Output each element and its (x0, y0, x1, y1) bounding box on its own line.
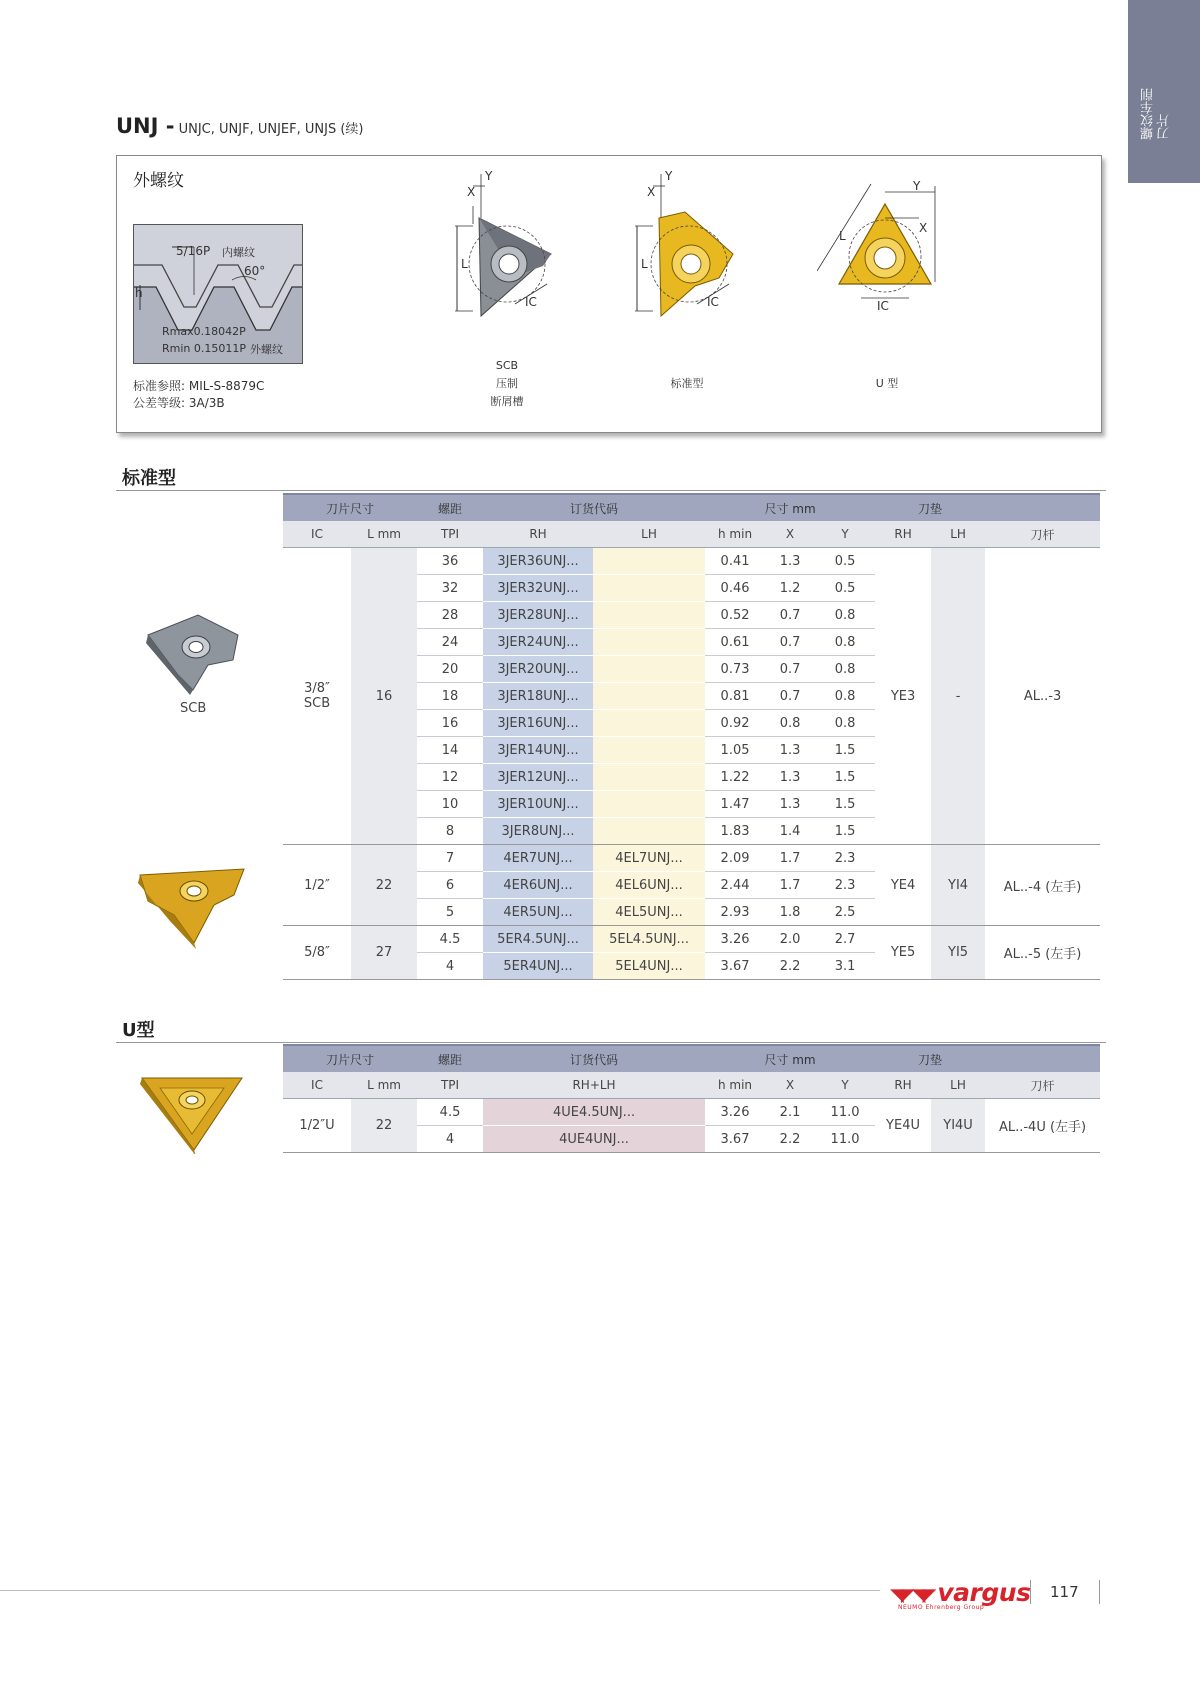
cell-shim-lh: YI5 (931, 926, 985, 980)
section-standard-rule (116, 490, 1106, 491)
cell-ic (283, 926, 351, 980)
brand-sub: NEUMO Ehrenberg Group (898, 1604, 985, 1611)
col-header-x: X (765, 521, 815, 548)
cell-order-lh (593, 710, 705, 737)
rmax-label: Rmax0.18042P (162, 325, 246, 338)
table-row (283, 548, 1100, 575)
cell-y: 0.8 (815, 683, 875, 710)
intro-heading: 外螺纹 (133, 171, 184, 191)
scb-insert-image (138, 605, 248, 700)
page-title-sub: UNJC, UNJF, UNJEF, UNJS (续) (178, 122, 364, 137)
u-column-header-row (283, 1072, 1100, 1099)
cell-order-rh: 4ER5UNJ... (483, 899, 593, 926)
cell-hmin: 0.61 (705, 629, 765, 656)
cell-y: 1.5 (815, 791, 875, 818)
col-header-rh: RH (483, 521, 593, 548)
cell-order-lh (593, 575, 705, 602)
cell-l: 27 (351, 926, 417, 980)
thread-profile-svg (134, 225, 302, 363)
cell-tpi: 12 (417, 764, 483, 791)
thread-profile-diagram (133, 224, 303, 364)
cell-hmin: 0.52 (705, 602, 765, 629)
rmin-label: Rmin 0.15011P (162, 342, 247, 355)
u-caption-line1: U 型 (875, 377, 899, 390)
u-col-header-tpi: TPI (417, 1072, 483, 1099)
brand-name: vargus (937, 1578, 1031, 1607)
col-header-tpi: TPI (417, 521, 483, 548)
cell-shim-rh: YE5 (875, 926, 931, 980)
u-group-header-insert-size: 刀片尺寸 (283, 1045, 417, 1072)
cell-x: 1.3 (765, 764, 815, 791)
brand-mark-icon: ◥◤◥◤ (890, 1585, 934, 1606)
standard-l-label: L (641, 257, 648, 271)
cell-y: 1.5 (815, 737, 875, 764)
cell-order-lh (593, 656, 705, 683)
u-group-header-blank (985, 1045, 1100, 1072)
cell-hmin: 1.22 (705, 764, 765, 791)
standard-column-header-row (283, 521, 1100, 548)
cell-tpi: 18 (417, 683, 483, 710)
cell-x: 1.2 (765, 575, 815, 602)
cell-y: 0.8 (815, 656, 875, 683)
cell-order-lh: 4EL5UNJ... (593, 899, 705, 926)
cell-order-lh (593, 683, 705, 710)
angle-label: 60° (244, 264, 266, 278)
cell-y: 2.5 (815, 899, 875, 926)
cell-order-rh: 3JER36UNJ... (483, 548, 593, 575)
cell-order-lh: 4EL7UNJ... (593, 845, 705, 872)
u-col-header-rhlh: RH+LH (483, 1072, 705, 1099)
col-header-holder: 刀杆 (985, 521, 1100, 548)
col-header-y: Y (815, 521, 875, 548)
cell-order-rh: 3JER20UNJ... (483, 656, 593, 683)
standard-insert-diagram (635, 166, 775, 336)
cell-tpi: 36 (417, 548, 483, 575)
u-caption (852, 375, 922, 393)
cell-x: 1.3 (765, 791, 815, 818)
section-u-rule (116, 1042, 1106, 1043)
cell-order-lh (593, 548, 705, 575)
cell-x: 2.2 (765, 1126, 815, 1153)
cell-holder: AL..-3 (985, 548, 1100, 845)
cell-tpi: 4 (417, 1126, 483, 1153)
cell-tpi: 10 (417, 791, 483, 818)
cell-x: 0.7 (765, 683, 815, 710)
cell-tpi: 8 (417, 818, 483, 845)
scb-y-label: Y (485, 169, 493, 183)
cell-l: 22 (351, 845, 417, 926)
internal-thread-label: 内螺纹 (222, 246, 255, 259)
cell-x: 2.0 (765, 926, 815, 953)
u-spec-table (283, 1044, 1100, 1153)
scb-caption-line2: 压制 (496, 377, 518, 390)
u-group-header-order-code: 订货代码 (483, 1045, 705, 1072)
cell-y: 2.7 (815, 926, 875, 953)
cell-order-rhlh: 4UE4UNJ... (483, 1126, 705, 1153)
cell-x: 1.8 (765, 899, 815, 926)
cell-order-rhlh: 4UE4.5UNJ... (483, 1099, 705, 1126)
cell-tpi: 24 (417, 629, 483, 656)
cell-tpi: 20 (417, 656, 483, 683)
scb-caption (477, 357, 537, 411)
standard-table-body (283, 548, 1100, 980)
cell-shim-rh: YE4 (875, 845, 931, 926)
col-header-ic: IC (283, 521, 351, 548)
standard-y-label: Y (665, 169, 673, 183)
u-col-header-shim-lh: LH (931, 1072, 985, 1099)
side-tab-text (1141, 70, 1187, 140)
u-group-header-row (283, 1045, 1100, 1072)
cell-ic-line2: SCB (303, 696, 331, 711)
footer-rule (0, 1590, 880, 1591)
standard-caption (652, 375, 722, 393)
u-insert-image (138, 1064, 248, 1154)
cell-holder: AL..-4 (左手) (985, 845, 1100, 926)
standard-text: 标准参照: MIL-S-8879C (133, 379, 265, 393)
cell-x: 2.2 (765, 953, 815, 980)
cell-order-lh: 4EL6UNJ... (593, 872, 705, 899)
cell-x: 0.7 (765, 656, 815, 683)
scb-l-label: L (461, 257, 468, 271)
scb-caption-line1: SCB (495, 359, 519, 372)
cell-ic: 1/2″U (283, 1099, 351, 1153)
u-x-label: X (919, 221, 928, 235)
cell-x: 1.7 (765, 845, 815, 872)
cell-hmin: 2.09 (705, 845, 765, 872)
u-ic-label: IC (877, 299, 889, 313)
u-group-header-shim: 刀垫 (875, 1045, 985, 1072)
cell-order-rh: 3JER14UNJ... (483, 737, 593, 764)
cell-ic (283, 548, 351, 845)
cell-y: 0.8 (815, 602, 875, 629)
cell-shim-rh: YE3 (875, 548, 931, 845)
section-u-heading: U型 (122, 1020, 155, 1041)
cell-shim-rh: YE4U (875, 1099, 931, 1153)
cell-x: 0.7 (765, 629, 815, 656)
u-col-header-ic: IC (283, 1072, 351, 1099)
page-title-main: UNJ - (116, 114, 175, 138)
u-group-header-pitch: 螺距 (417, 1045, 483, 1072)
cell-order-lh: 5EL4UNJ... (593, 953, 705, 980)
table-row (283, 1099, 1100, 1126)
standard-reference (133, 378, 264, 412)
pitch-label: 5/16P (176, 244, 211, 258)
u-l-label: L (839, 229, 846, 243)
u-group-header-dimensions: 尺寸 mm (705, 1045, 875, 1072)
cell-shim-lh: YI4U (931, 1099, 985, 1153)
cell-hmin: 1.05 (705, 737, 765, 764)
cell-order-rh: 3JER18UNJ... (483, 683, 593, 710)
group-header-shim: 刀垫 (875, 494, 985, 521)
cell-hmin: 0.73 (705, 656, 765, 683)
cell-l: 22 (351, 1099, 417, 1153)
cell-shim-lh: - (931, 548, 985, 845)
table-row (283, 926, 1100, 953)
cell-y: 3.1 (815, 953, 875, 980)
cell-x: 1.3 (765, 737, 815, 764)
cell-y: 0.5 (815, 575, 875, 602)
col-header-shim-rh: RH (875, 521, 931, 548)
scb-insert-caption: SCB (180, 701, 207, 716)
u-col-header-shim-rh: RH (875, 1072, 931, 1099)
cell-y: 1.5 (815, 764, 875, 791)
cell-ic-line1: 1/2″ (304, 877, 330, 893)
cell-y: 0.8 (815, 629, 875, 656)
cell-y: 1.5 (815, 818, 875, 845)
cell-hmin: 3.67 (705, 1126, 765, 1153)
brand-logo (890, 1578, 1030, 1607)
standard-ic-label: IC (707, 295, 719, 309)
standard-spec-table (283, 493, 1100, 980)
scb-ic-label: IC (525, 295, 537, 309)
cell-y: 2.3 (815, 872, 875, 899)
cell-tpi: 32 (417, 575, 483, 602)
cell-order-rh: 4ER7UNJ... (483, 845, 593, 872)
standard-x-label: X (647, 185, 656, 199)
cell-ic (283, 845, 351, 926)
standard-group-header-row (283, 494, 1100, 521)
col-header-shim-lh: LH (931, 521, 985, 548)
cell-order-rh: 3JER32UNJ... (483, 575, 593, 602)
u-col-header-holder: 刀杆 (985, 1072, 1100, 1099)
cell-hmin: 2.93 (705, 899, 765, 926)
cell-x: 1.7 (765, 872, 815, 899)
side-tab-line2: 刀片 (1157, 114, 1172, 140)
cell-order-lh (593, 818, 705, 845)
tolerance-text: 公差等级: 3A/3B (133, 396, 225, 410)
page-number: 117 (1050, 1583, 1079, 1601)
cell-y: 2.3 (815, 845, 875, 872)
cell-order-rh: 5ER4.5UNJ... (483, 926, 593, 953)
table-row (283, 845, 1100, 872)
u-col-header-x: X (765, 1072, 815, 1099)
cell-hmin: 3.26 (705, 926, 765, 953)
cell-hmin: 2.44 (705, 872, 765, 899)
cell-x: 1.3 (765, 548, 815, 575)
group-header-blank (985, 494, 1100, 521)
cell-hmin: 0.41 (705, 548, 765, 575)
cell-tpi: 28 (417, 602, 483, 629)
u-table-body (283, 1099, 1100, 1153)
cell-order-rh: 3JER10UNJ... (483, 791, 593, 818)
cell-order-rh: 3JER24UNJ... (483, 629, 593, 656)
cell-hmin: 1.47 (705, 791, 765, 818)
cell-hmin: 0.81 (705, 683, 765, 710)
scb-caption-line3: 断屑槽 (490, 395, 524, 408)
group-header-insert-size: 刀片尺寸 (283, 494, 417, 521)
side-tab-line1: 螺纹车削 (1141, 88, 1156, 140)
cell-hmin: 0.92 (705, 710, 765, 737)
cell-tpi: 4.5 (417, 1099, 483, 1126)
scb-insert-diagram (455, 166, 595, 336)
cell-x: 0.7 (765, 602, 815, 629)
group-header-dimensions: 尺寸 mm (705, 494, 875, 521)
section-standard-heading: 标准型 (122, 468, 176, 489)
u-col-header-y: Y (815, 1072, 875, 1099)
page-title (116, 114, 363, 138)
cell-x: 1.4 (765, 818, 815, 845)
footer-separator-right (1099, 1580, 1100, 1604)
cell-order-lh (593, 764, 705, 791)
cell-x: 2.1 (765, 1099, 815, 1126)
cell-order-rh: 4ER6UNJ... (483, 872, 593, 899)
cell-order-lh: 5EL4.5UNJ... (593, 926, 705, 953)
cell-tpi: 6 (417, 872, 483, 899)
cell-ic-line1: 5/8″ (304, 945, 330, 960)
cell-tpi: 5 (417, 899, 483, 926)
u-y-label: Y (913, 179, 921, 193)
cell-holder: AL..-4U (左手) (985, 1099, 1100, 1153)
standard-caption-line1: 标准型 (670, 377, 704, 390)
cell-y: 0.5 (815, 548, 875, 575)
group-header-pitch: 螺距 (417, 494, 483, 521)
h-label: h (135, 286, 143, 300)
cell-order-lh (593, 791, 705, 818)
cell-tpi: 4 (417, 953, 483, 980)
cell-y: 0.8 (815, 710, 875, 737)
cell-hmin: 1.83 (705, 818, 765, 845)
intro-box (116, 155, 1102, 433)
cell-hmin: 0.46 (705, 575, 765, 602)
cell-tpi: 7 (417, 845, 483, 872)
u-col-header-l: L mm (351, 1072, 417, 1099)
col-header-hmin: h min (705, 521, 765, 548)
col-header-lh: LH (593, 521, 705, 548)
cell-shim-lh: YI4 (931, 845, 985, 926)
cell-order-lh (593, 737, 705, 764)
cell-order-rh: 3JER16UNJ... (483, 710, 593, 737)
scb-x-label: X (467, 185, 476, 199)
cell-order-rh: 5ER4UNJ... (483, 953, 593, 980)
col-header-l: L mm (351, 521, 417, 548)
cell-hmin: 3.26 (705, 1099, 765, 1126)
cell-hmin: 3.67 (705, 953, 765, 980)
cell-l: 16 (351, 548, 417, 845)
external-thread-label: 外螺纹 (250, 343, 283, 356)
u-insert-diagram (817, 176, 967, 336)
cell-y: 11.0 (815, 1126, 875, 1153)
cell-order-lh (593, 602, 705, 629)
cell-ic-line1: 3/8″ (304, 681, 330, 696)
cell-tpi: 16 (417, 710, 483, 737)
cell-order-lh (593, 629, 705, 656)
cell-holder: AL..-5 (左手) (985, 926, 1100, 980)
cell-tpi: 14 (417, 737, 483, 764)
cell-y: 11.0 (815, 1099, 875, 1126)
u-col-header-hmin: h min (705, 1072, 765, 1099)
footer-separator (1030, 1580, 1031, 1604)
cell-order-rh: 3JER12UNJ... (483, 764, 593, 791)
cell-order-rh: 3JER28UNJ... (483, 602, 593, 629)
standard-insert-image (134, 855, 252, 950)
cell-tpi: 4.5 (417, 926, 483, 953)
cell-x: 0.8 (765, 710, 815, 737)
group-header-order-code: 订货代码 (483, 494, 705, 521)
cell-order-rh: 3JER8UNJ... (483, 818, 593, 845)
